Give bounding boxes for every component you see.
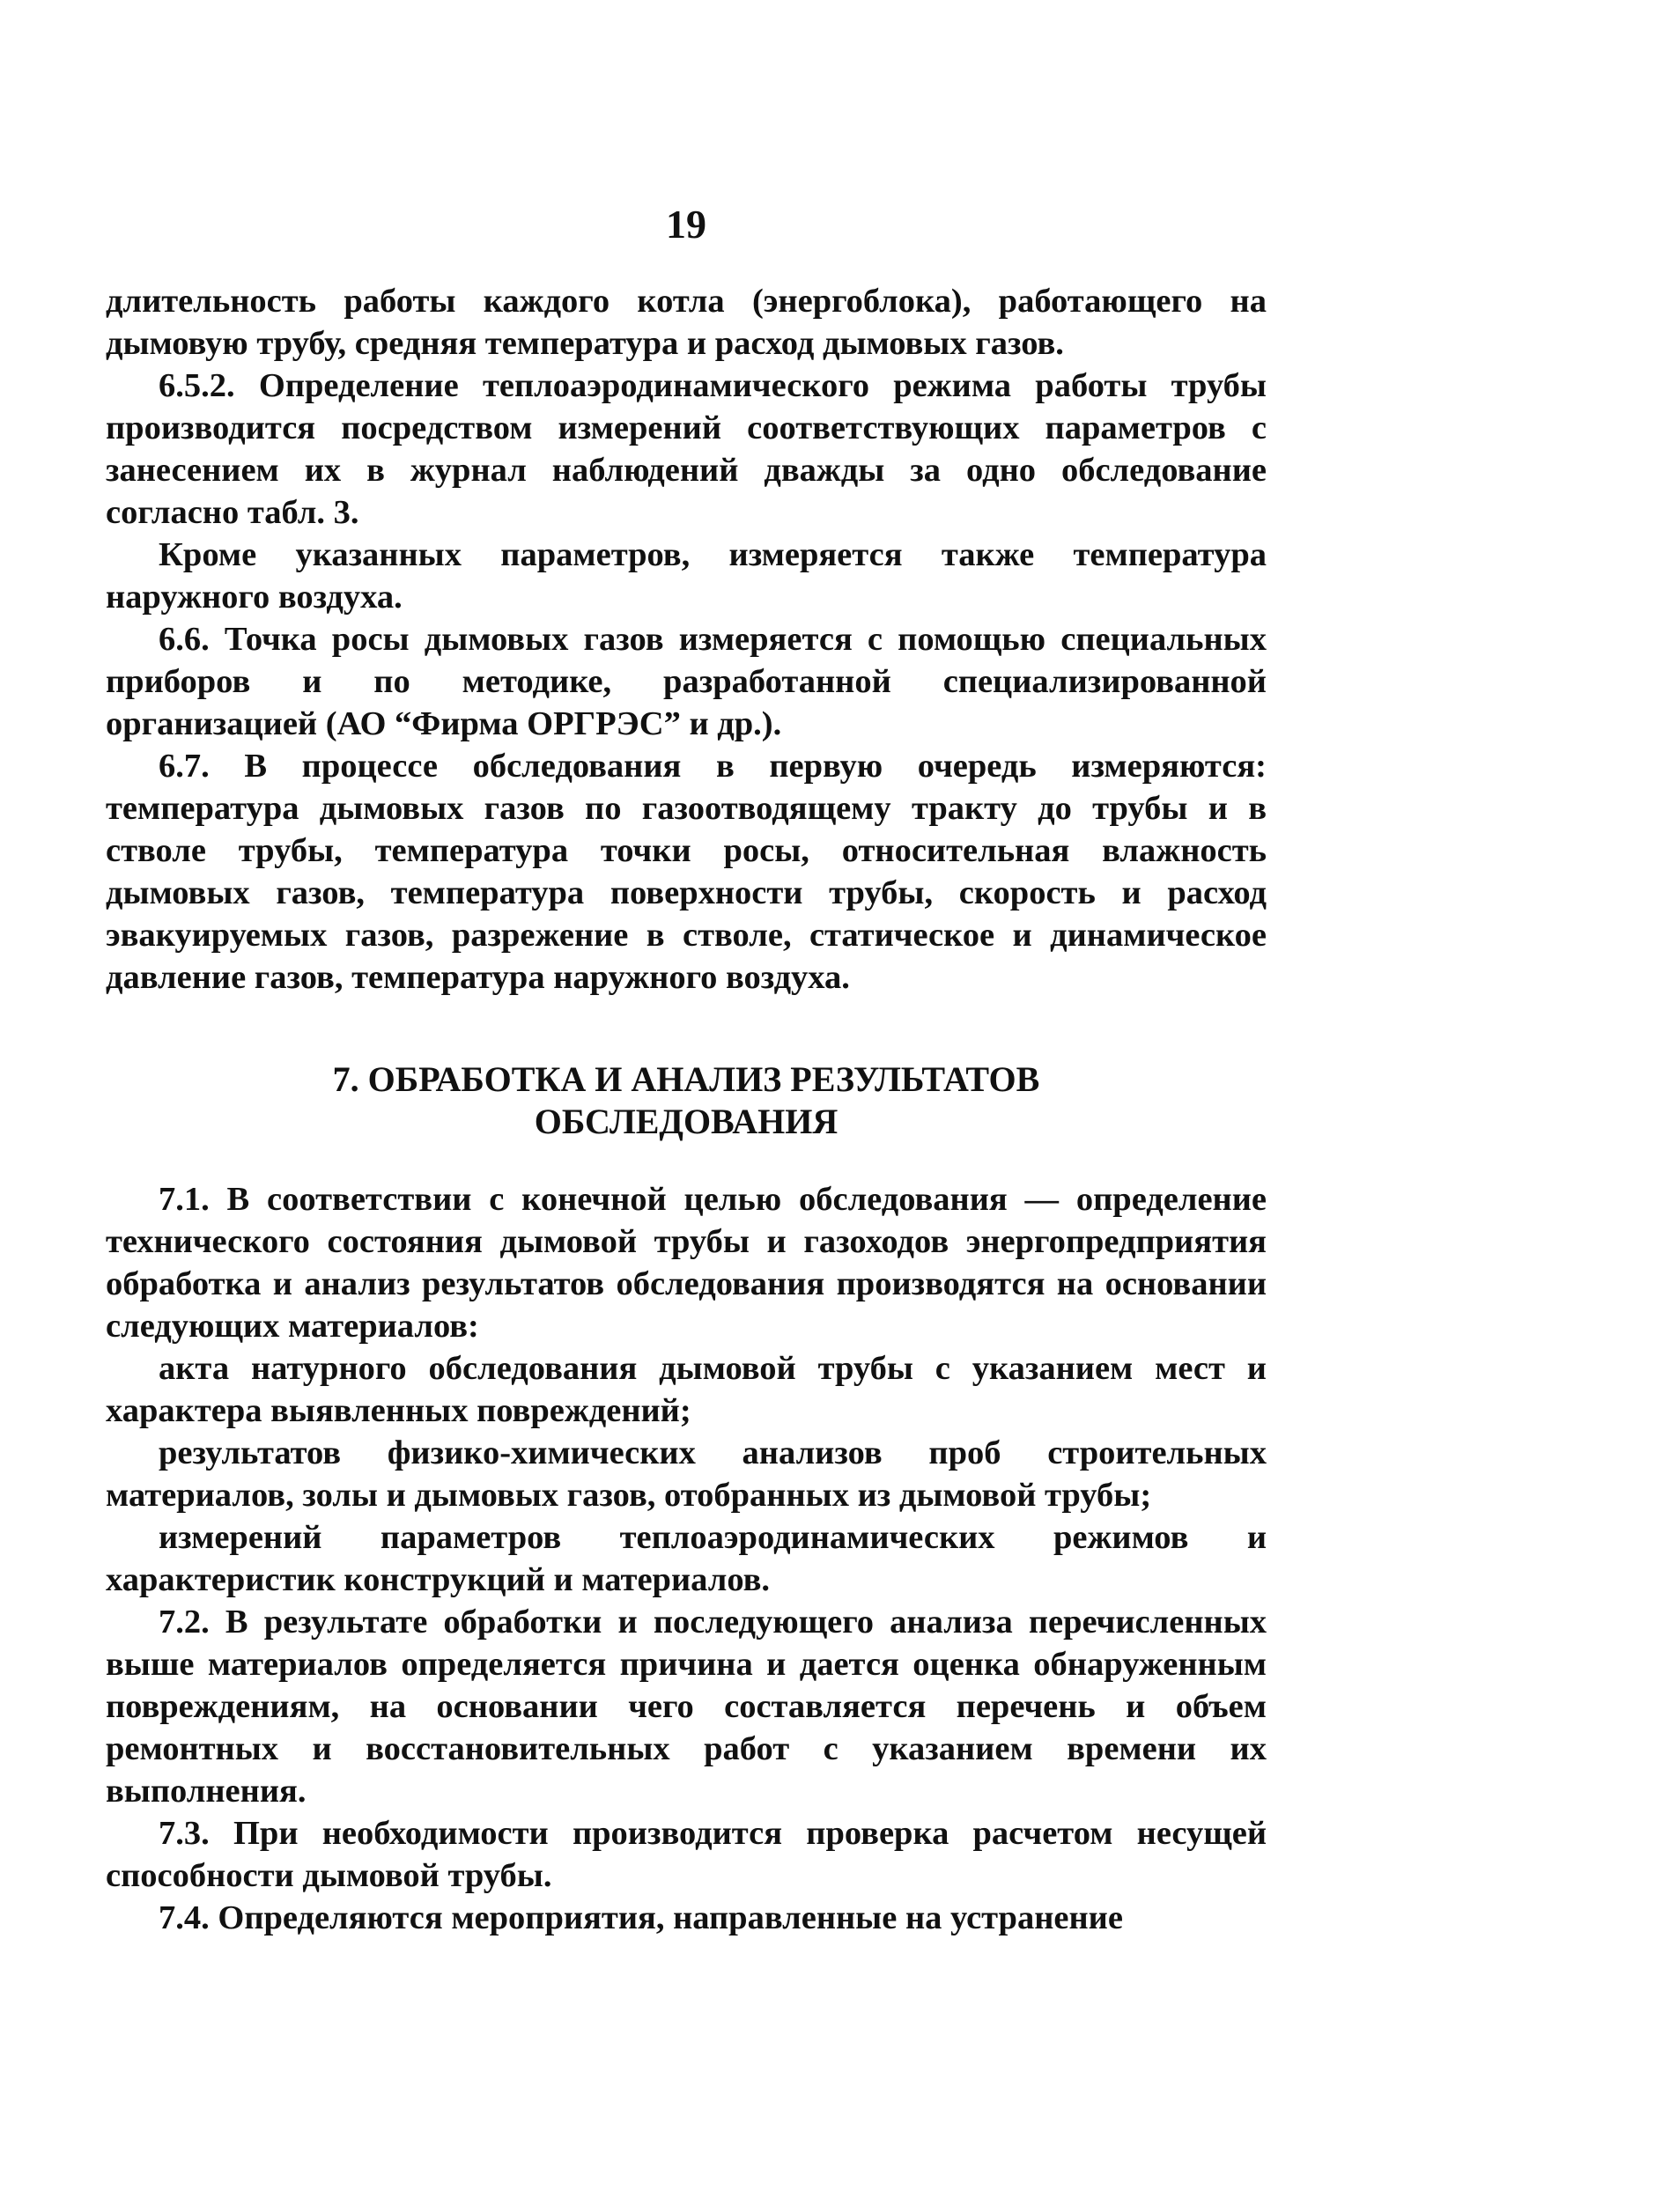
section-heading-line-1: 7. ОБРАБОТКА И АНАЛИЗ РЕЗУЛЬТАТОВ — [332, 1059, 1040, 1099]
paragraph-continuation: длительность работы каждого котла (энергоблока), работающего на дымовую трубу, средняя температура и расход дымовых газов. — [106, 283, 1267, 362]
section-7-text — [106, 1178, 1267, 1939]
paragraph-6-5-2: 6.5.2. Определение теплоаэродинамического режима работы трубы производится посредством измерений соответствующих параметров с занесением их в журнал наблюдений дважды за одно обследование согласно табл. 3. — [106, 367, 1267, 531]
paragraph-7-1: 7.1. В соответствии с конечной целью обследования — определение технического состояния дымовой трубы и газоходов энергопредприятия обработка и анализ результатов обследования производятся на основании следующих материалов: — [106, 1181, 1267, 1345]
section-6-text — [106, 280, 1267, 999]
page-number: 19 — [666, 202, 706, 247]
paragraph-additional-parameters: Кроме указанных параметров, измеряется также температура наружного воздуха. — [106, 536, 1267, 616]
section-7-heading — [106, 1058, 1267, 1143]
list-item-inspection-act: акта натурного обследования дымовой трубы с указанием мест и характера выявленных повреждений; — [106, 1350, 1267, 1429]
paragraph-7-2: 7.2. В результате обработки и последующего анализа перечисленных выше материалов определяется причина и дается оценка обнаруженным повреждениям, на основании чего составляется перечень и объем ремонтных и восстановительных работ с указанием времени их выполнения. — [106, 1604, 1267, 1810]
list-item-analysis-results: результатов физико-химических анализов проб строительных материалов, золы и дымовых газов, отобранных из дымовой трубы; — [106, 1434, 1267, 1514]
paragraph-6-7: 6.7. В процессе обследования в первую очередь измеряются: температура дымовых газов по газоотводящему тракту до трубы и в стволе трубы, температура точки росы, относительная влажность дымовых газов, температура поверхности трубы, скорость и расход эвакуируемых газов, разрежение в стволе, статическое и динамическое давление газов, температура наружного воздуха. — [106, 748, 1267, 996]
paragraph-7-4: 7.4. Определяются мероприятия, направленные на устранение — [159, 1899, 1123, 1936]
list-item-measurements: измерений параметров теплоаэродинамических режимов и характеристик конструкций и материалов. — [106, 1519, 1267, 1598]
paragraph-6-6: 6.6. Точка росы дымовых газов измеряется с помощью специальных приборов и по методике, разработанной специализированной организацией (АО “Фирма ОРГРЭС” и др.). — [106, 621, 1267, 742]
paragraph-7-3: 7.3. При необходимости производится проверка расчетом несущей способности дымовой трубы. — [106, 1815, 1267, 1894]
section-heading-line-2: ОБСЛЕДОВАНИЯ — [534, 1102, 839, 1141]
